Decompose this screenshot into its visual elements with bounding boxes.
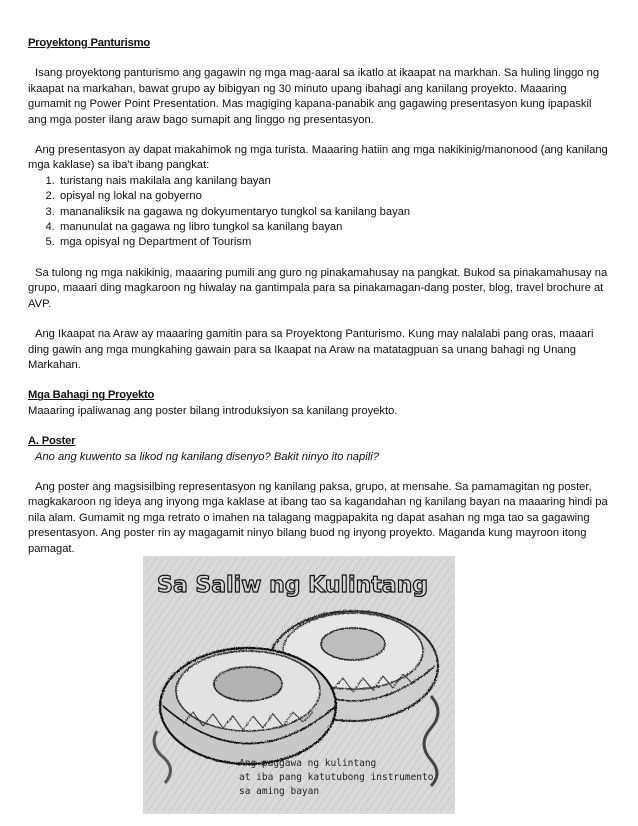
poster-caption-line: sa aming bayan [239,786,320,797]
paragraph: Ang Ikaapat na Araw ay maaaring gamitin para sa Proyektong Panturismo. Kung may nalalabi pang oras, maaari ding gawin ang mga mungkahing gawain para sa Ikaapat na Araw na matatagpuan sa unang bahagi ng Unang Markahan. [28,328,594,371]
poster-caption-line: Ang paggawa ng kulintang [239,758,377,769]
list-item: 3. mananaliksik na gagawa ng dokyumentaryo tungkol sa kanilang bayan [58,205,610,220]
list-item: 2. opisyal ng lokal na gobyerno [58,189,610,204]
kulintang-left-icon [160,648,336,764]
section-heading-bahagi: Mga Bahagi ng Proyekto [28,389,155,402]
paragraph: Sa tulong ng mga nakikinig, maaaring pumili ang guro ng pinakamahusay na pangkat. Bukod sa pinakamahusay na grupo, maaari ding magkaroon ng hiwalay na gantimpala para sa pinakamagan-dang poster, blog, travel brochure at AVP. [28,266,608,310]
document-page [28,36,610,557]
paragraph: Maaaring ipaliwanag ang poster bilang introduksiyon sa kanilang proyekto. [28,404,398,417]
section-heading-poster: A. Poster [28,435,76,448]
poster-image [143,556,455,814]
list-item: 1. turistang nais makilala ang kanilang bayan [58,174,610,189]
kulintang-poster-illustration [143,556,455,814]
poster-title: Sa Saliw ng Kulintang [157,573,429,598]
guide-question: Ano ang kuwento sa likod ng kanilang disenyo? Bakit ninyo ito napili? [35,450,379,463]
list-item: 5. mga opisyal ng Department of Tourism [58,235,610,250]
paragraph: Ang poster ang magsisilbing representasyon ng kanilang paksa, grupo, at mensahe. Sa pamamagitan ng poster, magkakaroon ng ideya ang inyong mga kaklase at ibang tao sa kagandahan ng kanilang bayan na maaaring hindi pa nila alam. Gumamit ng mga retrato o imahen na talagang magpapakita ng dapat asahan ng mga tao sa gagawing presentasyon. Ang poster rin ay magagamit ninyo bilang buod ng inyong proyekto. Maganda kung mayroon itong pamagat. [28,480,608,555]
list-item: 4. manunulat na gagawa ng libro tungkol sa kanilang bayan [58,220,610,235]
poster-caption-line: at iba pang katutubong instrumento [239,772,434,783]
paragraph: Isang proyektong panturismo ang gagawin ng mga mag-aaral sa ikatlo at ikaapat na markhan. Sa huling linggo ng ikaapat na markahan, bawat grupo ay bibigyan ng 30 minuto upang ibahagi ang kanilang proyekto. Maaaring gumamit ng Power Point Presentation. Mas magiging kapana-panabik ang gagawing presentasyon kung ipapaskil ang mga poster ilang araw bago sumapit ang linggo ng presentasyon. [28,67,600,126]
audience-list [28,174,610,251]
section-heading-proyekto: Proyektong Panturismo [28,37,150,49]
paragraph: Ang presentasyon ay dapat makahimok ng mga turista. Maaaring hatiin ang mga nakikinig/manonood (ang kanilang mga kaklase) sa iba't ibang pangkat: [28,144,608,172]
